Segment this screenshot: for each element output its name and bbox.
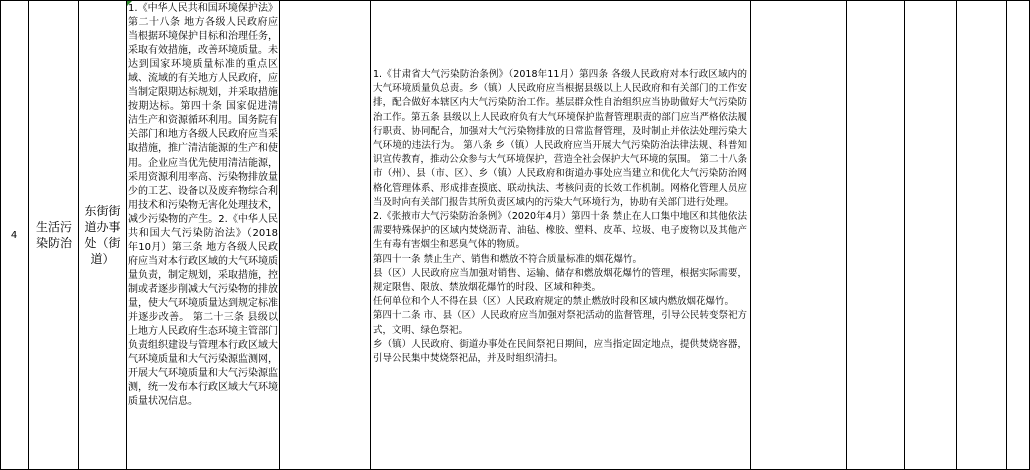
local-law-paragraph: 乡（镇）人民政府、街道办事处在民间祭祀日期间，应当指定固定地点，提供焚烧容器，引导公民集中焚烧祭祀品，并及时组织清扫。 [373,338,747,365]
row-number: 4 [10,229,18,241]
local-law-paragraph: 任何单位和个人不得在县（区）人民政府规定的禁止燃放时段和区域内燃放烟花爆竹。 [373,296,735,308]
local-law-paragraph: 县（区）人民政府应当加强对销售、运输、储存和燃放烟花爆竹的管理，根据实际需要，规定限售、限放、禁放烟花爆竹的时段、区域和种类。 [373,267,747,294]
empty-cell [1007,0,1029,470]
department-cell [79,0,126,470]
category-text: 生活污染防治 [35,220,72,250]
department-text: 东街街道办事处（街道） [84,204,121,266]
local-law-paragraph: 第四十二条 市、县（区）人民政府应当加强对祭祀活动的监督管理，引导公民转变祭祀方式，文明、绿色祭祀。 [373,310,747,336]
local-law-cell [373,68,747,366]
empty-cell [957,0,1006,470]
local-law-paragraph: 第四十一条 禁止生产、销售和燃放不符合质量标准的烟花爆竹。 [373,253,643,265]
national-law-text: 1.《中华人民共和国环境保护法》第二十八条 地方各级人民政府应当根据环境保护目标和治理任务，采取有效措施，改善环境质量。未达到国家环境质量标准的重点区域、流域的有关地方人民政府，应当制定限期达标规划，并采取措施按期达标。第四十条 国家促进清洁生产和资源循环利用。国务院有关部门和地方各级人民政府应当采取措施，推广清洁能源的生产和使用。企业应当优先使用清洁能源，采用资源利用率高、污染物排放量少的工艺、设备以及废弃物综合利用技术和污染物无害化处理技术，减少污染物的产生。2.《中华人民共和国大气污染防治法》（2018年10月）第三条 地方各级人民政府应当对本行政区域的大气环境质量负责，制定规划，采取措施，控制或者逐步削减大气污染物的排放量，使大气环境质量达到规定标准并逐步改善。 第二十三条 县级以上地方人民政府生态环境主管部门负责组织建设与管理本行政区域大气环境质量和大气污染源监测网，开展大气环境质量和大气污染源监测，统一发布本行政区域大气环境质量状况信息。 [128,3,278,408]
empty-cell [905,0,956,470]
empty-cell [751,0,846,470]
empty-cell [847,0,904,470]
local-law-paragraph: 2.《张掖市大气污染防治条例》（2020年4月）第四十条 禁止在人口集中地区和其他依法需要特殊保护的区域内焚烧沥青、油毡、橡胶、塑料、皮革、垃圾、电子废物以及其他产生有毒有害烟尘和恶臭气体的物质。 [373,211,747,251]
category-cell [29,0,79,470]
local-law-paragraph: 1.《甘肃省大气污染防治条例》（2018年11月）第四条 各级人民政府对本行政区域内的大气环境质量负总责。乡（镇）人民政府应当根据县级以上人民政府和有关部门的工作安排，配合做好本辖区内大气污染防治工作。基层群众性自治组织应当协助做好大气污染防治工作。第五条 县级以上人民政府负有大气环境保护监督管理职责的部门应当严格依法履行职责、协同配合，加强对大气污染物排放的日常监督管理，及时制止并依法处理污染大气环境的违法行为。 第八条 乡（镇）人民政府应当开展大气污染防治法律法规、科普知识宣传教育，推动公众参与大气环境保护，营造全社会保护大气环境的氛围。 第二十八条 市（州）、县（市、区）、乡（镇）人民政府和街道办事处应当建立和优化大气污染防治网格化管理体系、形成排查摸底、联动执法、考核问责的长效工作机制。网格化管理人员应当及时向有关部门报告其所负责区域内的污染大气环境行为，协助有关部门进行处理。 [373,69,747,208]
national-law-cell [128,2,278,468]
